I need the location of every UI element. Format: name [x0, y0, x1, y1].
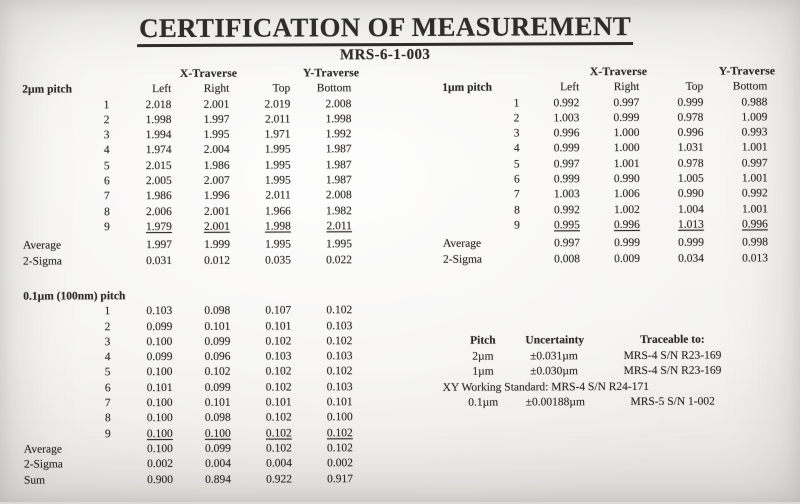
traceability-rows-upper — [440, 348, 762, 380]
row-number: 6 — [101, 381, 111, 396]
row-number: 5 — [506, 157, 520, 172]
measurement-row — [21, 426, 353, 443]
summary-value: 1.995 — [291, 237, 352, 253]
measurement-value: 1.006 — [580, 187, 640, 203]
measurement-value: 0.992 — [519, 96, 579, 112]
measurement-row — [19, 97, 351, 114]
group-header-x-traverse: X-Traverse — [109, 67, 237, 83]
pitch-value: 0.1µm — [441, 395, 526, 411]
summary-value: 0.894 — [173, 472, 231, 488]
measurement-value: 0.101 — [292, 395, 353, 411]
row-number: 8 — [100, 205, 110, 220]
measurement-value: 2.001 — [172, 204, 230, 220]
uncertainty-value: ±0.030µm — [525, 364, 582, 380]
summary-value: 0.004 — [173, 457, 231, 473]
measurement-value: 2.006 — [110, 205, 172, 221]
summary-value: 0.102 — [231, 441, 292, 457]
measurement-value: 0.101 — [230, 319, 291, 335]
measurement-value: 1.009 — [703, 110, 767, 126]
summary-label: Average — [428, 237, 506, 253]
measurement-value: 0.102 — [231, 411, 292, 427]
measurement-value: 0.099 — [110, 350, 172, 366]
measurement-value: 0.992 — [704, 187, 768, 203]
measurement-value: 1.992 — [290, 127, 351, 143]
summary-row — [21, 456, 353, 473]
column-header-row — [19, 82, 351, 99]
row-number: 8 — [506, 203, 520, 218]
measurement-row — [20, 365, 352, 382]
measurement-value: 0.100 — [110, 335, 172, 351]
summary-label: Average — [21, 442, 101, 458]
measurement-value: 2.008 — [290, 97, 351, 113]
measurement-value: 0.100 — [173, 426, 231, 442]
row-number: 7 — [100, 190, 110, 205]
measurement-value: 0.100 — [292, 411, 353, 427]
measurement-value: 0.102 — [172, 365, 230, 381]
measurement-value: 1.995 — [171, 128, 229, 144]
measurement-value: 0.100 — [111, 427, 173, 443]
measurement-rows — [19, 97, 352, 236]
measurement-value: 2.005 — [110, 174, 172, 190]
measurement-value: 0.997 — [579, 96, 639, 112]
traceable-value: MRS-4 S/N R23-169 — [582, 363, 762, 379]
measurement-value: 0.995 — [520, 218, 580, 234]
measurement-value: 1.998 — [230, 219, 291, 235]
measurement-value: 1.971 — [229, 128, 290, 144]
measurement-value: 0.100 — [111, 411, 173, 427]
measurement-row — [21, 395, 353, 412]
measurement-value: 0.099 — [173, 381, 231, 397]
summary-row — [428, 236, 768, 253]
row-number: 9 — [101, 427, 111, 442]
row-number: 4 — [100, 350, 110, 365]
measurement-value: 2.008 — [291, 189, 352, 205]
column-header-top: Top — [639, 80, 703, 96]
column-header-right: Right — [579, 80, 639, 96]
measurement-value: 2.018 — [109, 98, 171, 114]
summary-row — [21, 441, 353, 458]
measurement-row — [428, 171, 768, 188]
summary-value: 0.922 — [231, 472, 292, 488]
row-number: 9 — [506, 218, 520, 233]
measurement-value: 1.995 — [230, 174, 291, 190]
measurement-row — [428, 156, 768, 173]
summary-label: Sum — [21, 473, 101, 489]
measurement-value: 0.107 — [230, 304, 291, 320]
measurement-value: 0.978 — [639, 111, 703, 127]
measurement-value: 0.997 — [520, 157, 580, 173]
traceability-header-row — [440, 332, 762, 349]
measurement-row — [20, 349, 352, 366]
row-number: 1 — [99, 98, 109, 113]
header-traceable-to: Traceable to: — [582, 332, 762, 348]
measurement-value: 0.101 — [173, 396, 231, 412]
traceability-rows-lower — [441, 394, 763, 411]
measurement-value: 1.003 — [520, 188, 580, 204]
measurement-value: 1.004 — [640, 202, 704, 218]
working-standard-note: XY Working Standard: MRS-4 S/N R24-171 — [441, 379, 763, 396]
summary-row — [20, 253, 352, 270]
measurement-row — [20, 304, 352, 321]
row-number: 2 — [100, 320, 110, 335]
column-header-row — [427, 80, 767, 97]
summary-value: 0.013 — [704, 251, 768, 267]
uncertainty-value: ±0.031µm — [525, 349, 582, 365]
summary-label: 2-Sigma — [21, 458, 101, 474]
measurement-value: 1.987 — [291, 143, 352, 159]
page-subtitle: MRS-6-1-003 — [0, 45, 771, 64]
summary-value: 1.999 — [172, 238, 230, 254]
measurement-value: 0.102 — [291, 365, 352, 381]
measurement-row — [19, 112, 351, 129]
measurement-value: 1.031 — [640, 141, 704, 157]
measurement-row — [427, 126, 767, 143]
row-number: 4 — [506, 142, 520, 157]
measurement-row — [427, 95, 767, 112]
summary-value: 0.009 — [580, 252, 640, 268]
uncertainty-value: ±0.00188µm — [526, 395, 583, 411]
summary-label: Average — [20, 239, 100, 255]
measurement-value: 2.015 — [110, 159, 172, 175]
summary-row — [21, 472, 353, 489]
column-header-left: Left — [519, 81, 579, 97]
column-header-bottom: Bottom — [290, 82, 351, 98]
summary-value: 0.012 — [172, 253, 230, 269]
group-header-y-traverse: Y-Traverse — [639, 64, 775, 80]
summary-value: 0.034 — [640, 251, 704, 267]
measurement-value: 0.999 — [639, 95, 703, 111]
measurement-value: 1.002 — [580, 203, 640, 219]
measurement-value: 1.001 — [580, 157, 640, 173]
measurement-value: 0.990 — [640, 187, 704, 203]
table-01um-pitch — [20, 288, 353, 488]
measurement-value: 0.100 — [110, 365, 172, 381]
measurement-value: 2.011 — [229, 112, 290, 128]
summary-value: 0.997 — [520, 236, 580, 252]
summary-value: 1.997 — [110, 238, 172, 254]
measurement-value: 1.998 — [290, 112, 351, 128]
traceable-value: MRS-4 S/N R23-169 — [582, 348, 762, 364]
traceability-row — [441, 394, 763, 411]
traceability-row — [440, 348, 762, 365]
measurement-value: 0.102 — [231, 426, 292, 442]
measurement-value: 1.013 — [640, 218, 704, 234]
measurement-value: 0.098 — [172, 304, 230, 320]
summary-value: 0.004 — [231, 457, 292, 473]
measurement-value: 0.101 — [111, 381, 173, 397]
measurement-value: 2.007 — [172, 174, 230, 190]
measurement-row — [20, 189, 352, 206]
table-label: 1µm pitch — [427, 81, 505, 97]
pitch-value: 1µm — [440, 364, 525, 380]
measurement-row — [20, 158, 352, 175]
measurement-value: 0.102 — [231, 380, 292, 396]
summary-value: 0.031 — [110, 254, 172, 270]
row-number: 1 — [505, 96, 519, 111]
summary-value: 0.008 — [520, 252, 580, 268]
measurement-value: 0.102 — [230, 365, 291, 381]
measurement-value: 0.999 — [579, 111, 639, 127]
measurement-value: 0.102 — [292, 426, 353, 442]
measurement-value: 0.996 — [519, 126, 579, 142]
summary-value: 0.102 — [292, 441, 353, 457]
measurement-value: 0.098 — [173, 411, 231, 427]
measurement-value: 0.102 — [291, 334, 352, 350]
measurement-value: 0.101 — [231, 396, 292, 412]
row-number: 7 — [101, 396, 111, 411]
pitch-value: 2µm — [440, 349, 525, 365]
row-number: 7 — [506, 188, 520, 203]
measurement-value: 0.101 — [172, 319, 230, 335]
row-number: 1 — [100, 305, 110, 320]
measurement-value: 0.988 — [703, 95, 767, 111]
measurement-value: 1.001 — [704, 171, 768, 187]
traceability-row — [440, 363, 762, 380]
measurement-row — [19, 127, 351, 144]
row-number: 8 — [101, 412, 111, 427]
measurement-value: 1.005 — [640, 172, 704, 188]
measurement-row — [20, 143, 352, 160]
measurement-value: 1.986 — [172, 159, 230, 175]
measurement-value: 1.995 — [230, 143, 291, 159]
measurement-row — [20, 219, 352, 236]
summary-value: 0.900 — [111, 473, 173, 489]
row-number: 3 — [99, 128, 109, 143]
measurement-value: 0.996 — [580, 218, 640, 234]
measurement-value: 1.979 — [110, 220, 172, 236]
row-number: 3 — [505, 127, 519, 142]
summary-value: 0.022 — [291, 253, 352, 269]
measurement-value: 1.995 — [230, 158, 291, 174]
row-number: 6 — [100, 174, 110, 189]
group-header-y-traverse: Y-Traverse — [229, 66, 359, 82]
row-number: 4 — [100, 144, 110, 159]
row-number: 6 — [506, 173, 520, 188]
measurement-value: 0.103 — [291, 319, 352, 335]
measurement-value: 0.099 — [110, 320, 172, 336]
summary-rows — [20, 237, 352, 269]
measurement-value: 0.103 — [292, 380, 353, 396]
measurement-value: 0.996 — [704, 217, 768, 233]
row-number: 5 — [100, 159, 110, 174]
table-label: 2µm pitch — [19, 83, 99, 99]
summary-rows — [428, 236, 768, 268]
measurement-value: 2.011 — [291, 219, 352, 235]
measurement-value: 1.966 — [230, 204, 291, 220]
summary-value: 0.998 — [704, 236, 768, 252]
measurement-value: 1.001 — [704, 202, 768, 218]
row-number: 5 — [100, 366, 110, 381]
measurement-row — [428, 187, 768, 204]
summary-row — [20, 237, 352, 254]
summary-value: 0.917 — [292, 472, 353, 488]
measurement-row — [428, 141, 768, 158]
measurement-value: 2.011 — [230, 189, 291, 205]
measurement-row — [428, 217, 768, 234]
row-number: 2 — [99, 113, 109, 128]
summary-value: 0.002 — [292, 456, 353, 472]
measurement-row — [20, 204, 352, 221]
group-header-row — [19, 66, 351, 83]
measurement-value: 0.999 — [520, 172, 580, 188]
measurement-value: 1.987 — [291, 158, 352, 174]
traceable-value: MRS-5 S/N 1-002 — [583, 394, 763, 410]
measurement-value: 0.102 — [230, 334, 291, 350]
measurement-value: 0.103 — [110, 304, 172, 320]
summary-value: 0.999 — [640, 236, 704, 252]
column-header-right: Right — [171, 82, 229, 98]
measurement-value: 0.992 — [520, 203, 580, 219]
row-number: 3 — [100, 335, 110, 350]
header-pitch: Pitch — [440, 333, 525, 349]
column-header-left: Left — [109, 82, 171, 98]
summary-label: 2-Sigma — [428, 252, 506, 268]
header-uncertainty: Uncertainty — [525, 333, 582, 349]
measurement-value: 2.019 — [229, 97, 290, 113]
measurement-row — [20, 173, 352, 190]
measurement-rows — [427, 95, 768, 234]
measurement-value: 0.099 — [172, 335, 230, 351]
title-block — [0, 10, 771, 64]
table-label-row — [20, 288, 352, 305]
measurement-value: 0.096 — [172, 350, 230, 366]
measurement-value: 1.001 — [704, 141, 768, 157]
summary-value: 0.002 — [111, 457, 173, 473]
measurement-value: 0.997 — [704, 156, 768, 172]
measurement-value: 0.996 — [639, 126, 703, 142]
measurement-value: 0.103 — [230, 350, 291, 366]
summary-rows — [21, 441, 353, 488]
measurement-value: 1.998 — [109, 113, 171, 129]
page-title: CERTIFICATION OF MEASUREMENT — [137, 11, 633, 47]
measurement-row — [21, 411, 353, 428]
measurement-value: 1.994 — [109, 128, 171, 144]
measurement-value: 1.986 — [110, 189, 172, 205]
measurement-value: 1.003 — [519, 111, 579, 127]
measurement-value: 1.997 — [171, 113, 229, 129]
row-number: 2 — [505, 111, 519, 126]
table-2um-pitch — [19, 66, 352, 269]
measurement-value: 0.993 — [703, 126, 767, 142]
summary-value: 0.035 — [230, 253, 291, 269]
summary-label: 2-Sigma — [20, 254, 100, 270]
summary-value: 0.100 — [111, 442, 173, 458]
measurement-row — [427, 110, 767, 127]
column-header-top: Top — [229, 82, 290, 98]
measurement-value: 1.000 — [579, 126, 639, 142]
row-number: 9 — [100, 220, 110, 235]
measurement-value: 1.987 — [291, 173, 352, 189]
measurement-value: 1.996 — [172, 189, 230, 205]
table-1um-pitch — [427, 64, 768, 267]
measurement-row — [20, 319, 352, 336]
summary-value: 0.099 — [173, 442, 231, 458]
summary-value: 1.995 — [230, 238, 291, 254]
measurement-value: 0.100 — [111, 396, 173, 412]
table-label: 0.1µm (100nm) pitch — [20, 289, 100, 305]
measurement-value: 1.000 — [580, 141, 640, 157]
measurement-value: 0.103 — [291, 349, 352, 365]
summary-row — [428, 251, 768, 268]
measurement-value: 0.978 — [640, 156, 704, 172]
measurement-row — [20, 334, 352, 351]
measurement-value: 0.990 — [580, 172, 640, 188]
measurement-value: 1.982 — [291, 204, 352, 220]
measurement-row — [428, 202, 768, 219]
measurement-rows — [20, 304, 353, 443]
measurement-value: 2.001 — [172, 220, 230, 236]
measurement-value: 2.004 — [172, 143, 230, 159]
group-header-row — [427, 64, 767, 81]
measurement-value: 2.001 — [171, 97, 229, 113]
measurement-value: 1.974 — [110, 143, 172, 159]
summary-value: 0.999 — [580, 236, 640, 252]
group-header-x-traverse: X-Traverse — [519, 65, 647, 81]
measurement-value: 0.999 — [520, 142, 580, 158]
traceability-table — [440, 332, 762, 411]
measurement-value: 0.102 — [291, 304, 352, 320]
measurement-row — [21, 380, 353, 397]
column-header-bottom: Bottom — [703, 80, 767, 96]
